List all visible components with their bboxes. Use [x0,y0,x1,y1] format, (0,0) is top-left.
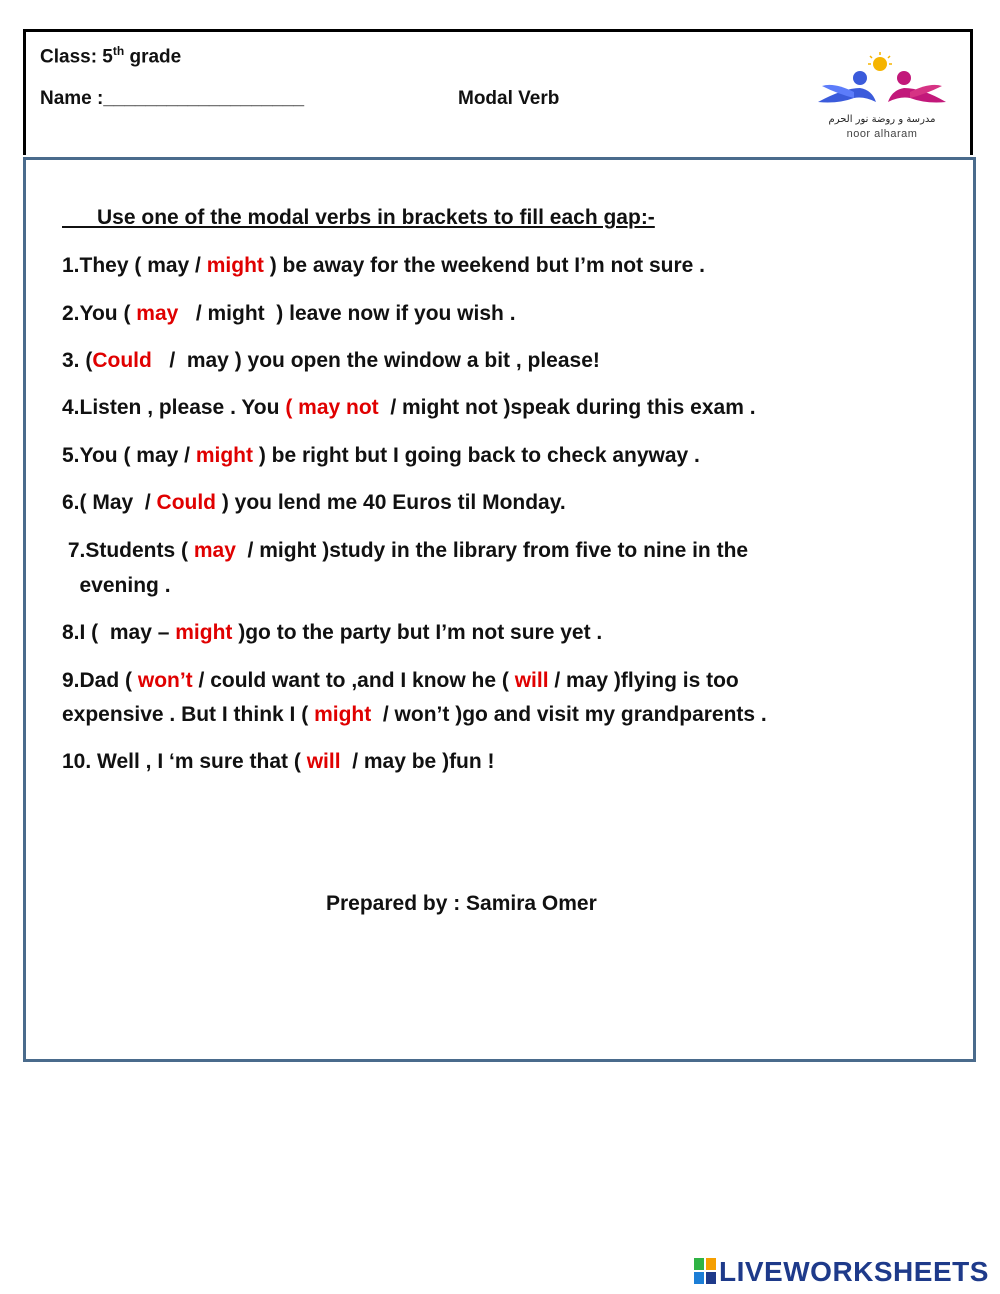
question-7: 7.Students ( may / might )study in the library from five to nine in the [62,539,749,562]
question-8: 8.I ( may – might )go to the party but I’m not sure yet . [62,621,603,644]
answer[interactable]: may [136,302,179,325]
question-4: 4.Listen , please . You ( may not / might not )speak during this exam . [62,396,756,419]
worksheet-title: Modal Verb [458,88,560,109]
school-logo [814,52,950,140]
question-5: 5.You ( may / might ) be right but I going back to check anyway . [62,444,700,467]
question-10: 10. Well , I ‘m sure that ( will / may be )fun ! [62,750,495,773]
answer[interactable]: might [175,621,233,644]
answer[interactable]: Could [92,349,152,372]
question-6: 6.( May / Could ) you lend me 40 Euros til Monday. [62,491,566,514]
name-field[interactable]: Name :___________________ [40,88,305,109]
class-label: Class: 5th grade [40,44,182,68]
question-7-continued: evening . [62,574,171,597]
answer[interactable]: will [306,750,341,773]
header-box [23,29,973,155]
answer[interactable]: ( may not [285,396,379,419]
answer[interactable]: might [314,703,372,726]
question-1: 1.They ( may / might ) be away for the weekend but I’m not sure . [62,254,705,277]
liveworksheets-logo-icon [694,1258,716,1284]
question-9-continued: expensive . But I think I ( might / won’t )go and visit my grandparents . [62,703,767,726]
logo-figures-icon [814,52,950,114]
answer[interactable]: Could [156,491,217,514]
prepared-by: Prepared by : Samira Omer [326,892,597,915]
answer[interactable]: may [193,539,236,562]
answer[interactable]: won’t [137,669,193,692]
liveworksheets-brand[interactable]: LIVEWORKSHEETS [694,1256,989,1288]
answer[interactable]: might [195,444,253,467]
question-2: 2.You ( may / might ) leave now if you wish . [62,302,516,325]
worksheet-body [23,157,976,1062]
answer[interactable]: might [206,254,264,277]
logo-arabic-text: مدرسة و روضة نور الحرم [828,114,936,125]
question-9: 9.Dad ( won’t / could want to ,and I know he ( will / may )flying is too [62,669,739,692]
logo-english-text: noor alharam [846,128,918,140]
answer[interactable]: will [514,669,549,692]
instruction: Use one of the modal verbs in brackets to fill each gap:- [62,206,655,229]
question-3: 3. (Could / may ) you open the window a bit , please! [62,349,600,372]
